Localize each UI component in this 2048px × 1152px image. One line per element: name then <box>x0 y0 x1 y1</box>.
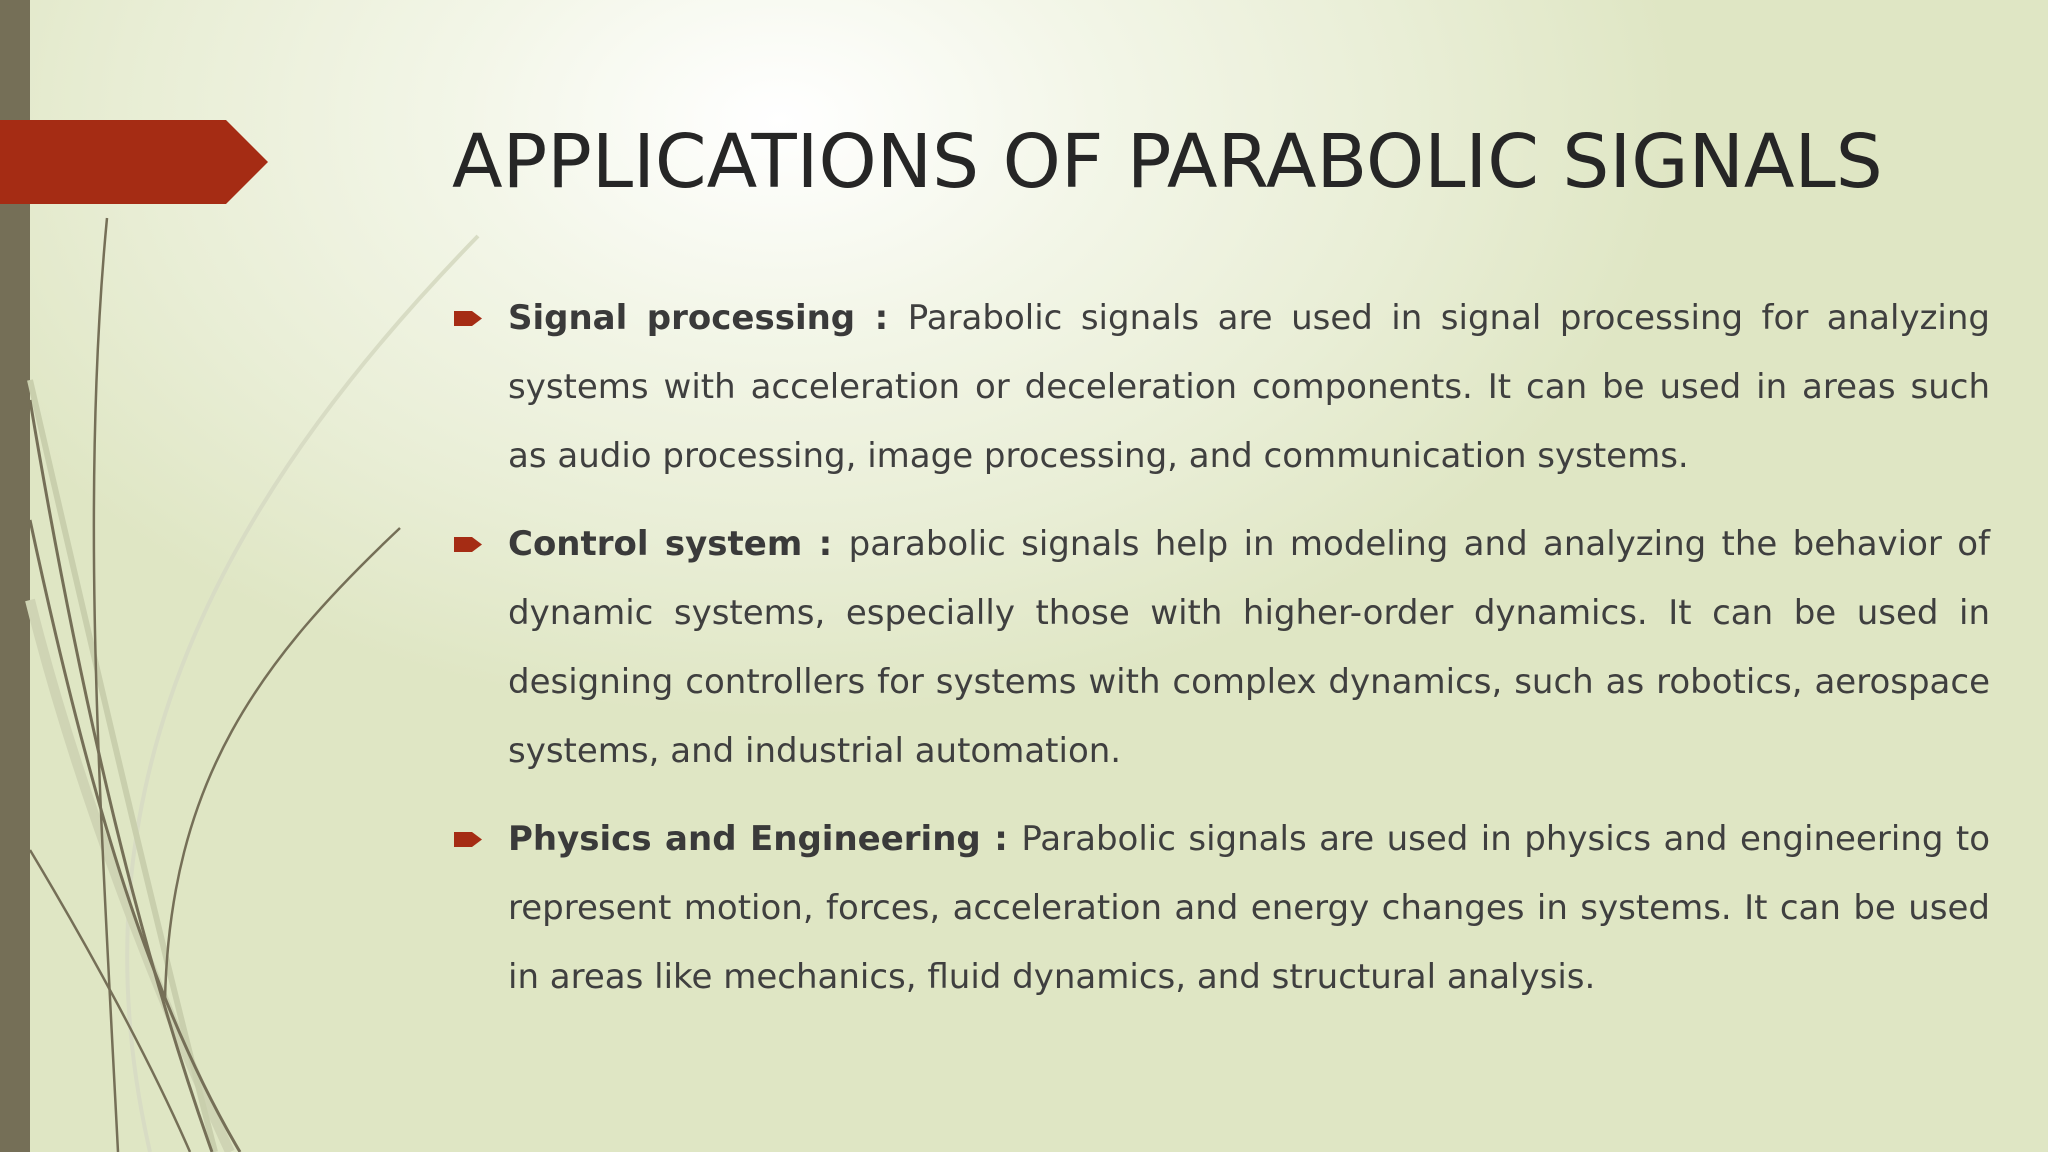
bullet-text: Parabolic signals are used in signal processing for analyzing systems with acceleration or deceleration components. It can be used in areas such as audio processing, image processing, and communication systems. <box>508 298 1990 476</box>
arrow-bullet-icon <box>454 309 482 328</box>
bullet-item-physics-engineering <box>452 805 1990 1012</box>
arrow-bullet-icon <box>454 830 482 849</box>
bullet-text: parabolic signals help in modeling and analyzing the behavior of dynamic systems, especially those with higher-order dynamics. It can be used in designing controllers for systems with complex dynamics, such as robotics, aerospace systems, and industrial automation. <box>508 524 1990 771</box>
stem-dark-1 <box>94 218 118 1152</box>
arrow-bullet-icon <box>454 535 482 554</box>
bullet-heading: Physics and Engineering : <box>508 819 1022 859</box>
title-accent-arrow <box>0 120 268 204</box>
bullet-heading: Control system : <box>508 524 849 564</box>
bullet-text: Parabolic signals are used in physics and engineering to represent motion, forces, acceleration and energy changes in systems. It can be used in areas like mechanics, fluid dynamics, and structural analysis. <box>508 819 1990 997</box>
stem-dark-4 <box>165 528 400 1000</box>
bullet-heading: Signal processing : <box>508 298 908 338</box>
slide-title: APPLICATIONS OF PARABOLIC SIGNALS <box>452 119 1883 205</box>
stem-light-3 <box>30 380 215 1152</box>
bullet-item-signal-processing <box>452 284 1990 491</box>
bullet-list <box>452 284 1990 1031</box>
bullet-item-control-system <box>452 510 1990 786</box>
